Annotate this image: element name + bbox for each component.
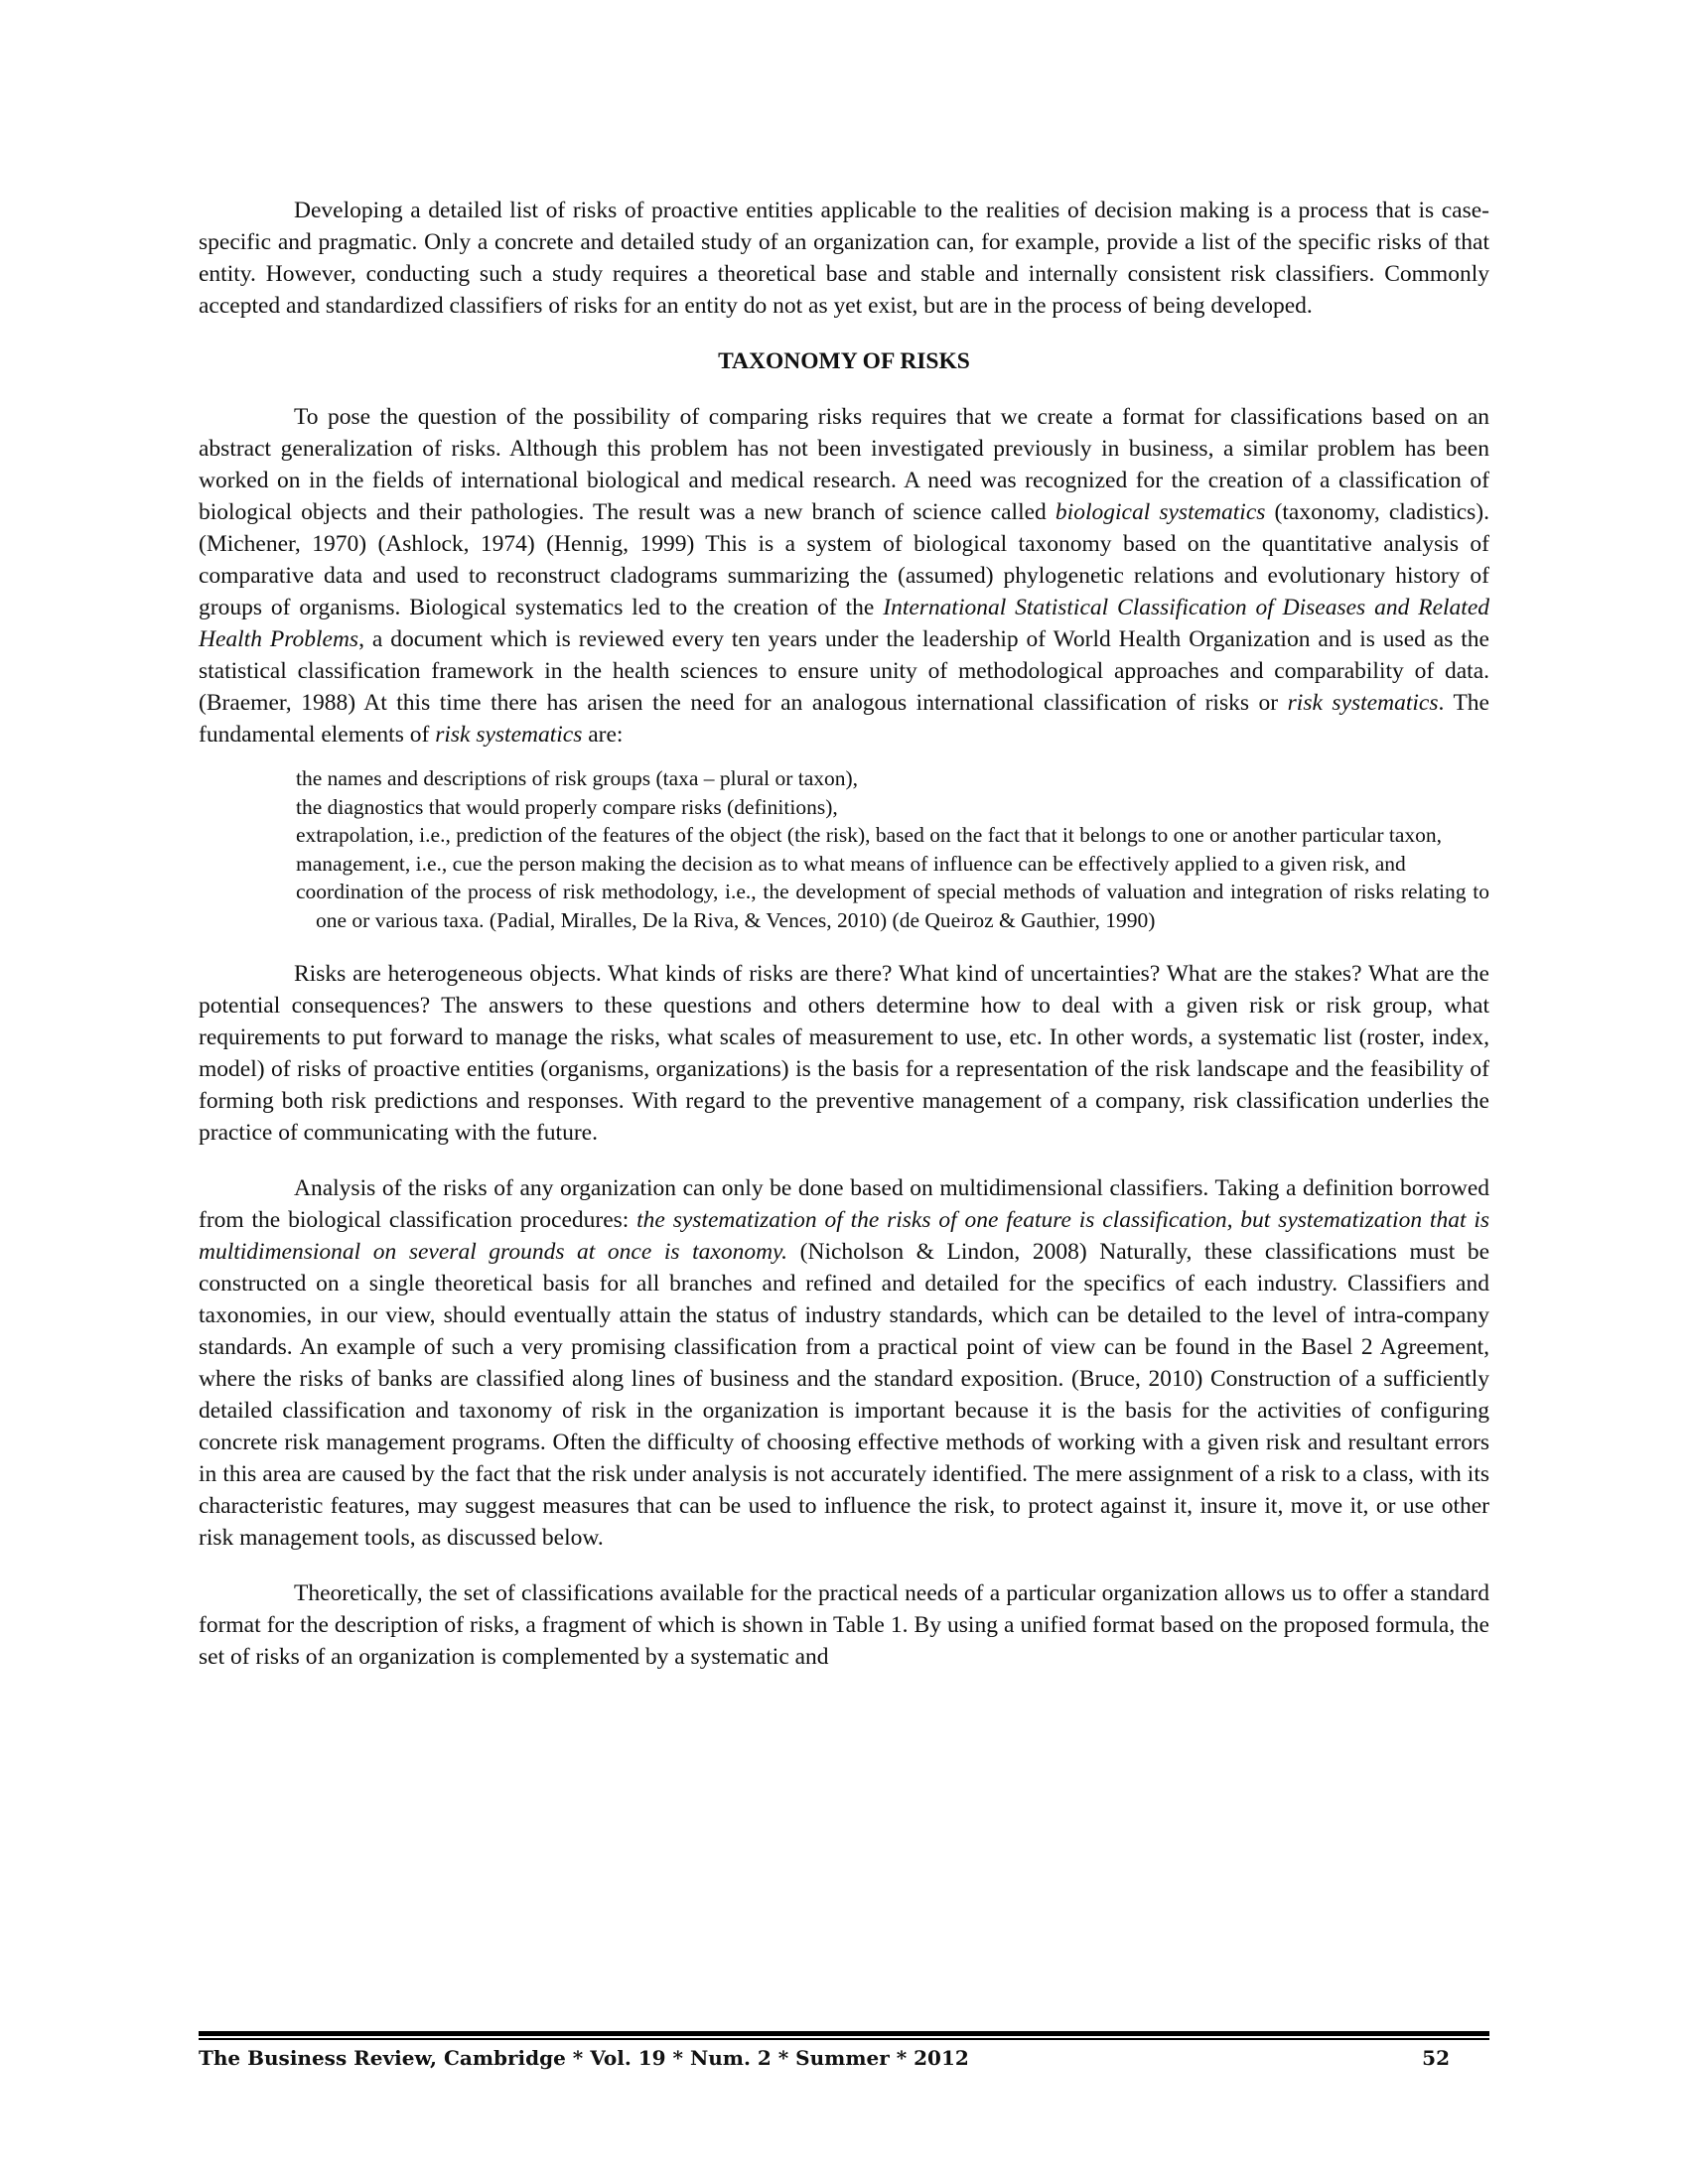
paragraph-heterogeneous: Risks are heterogeneous objects. What kinds of risks are there? What kind of uncertainties? What are the stakes? What are the potential consequences? The answers to these questions and others determine how to deal with a given risk or risk group, what requirements to put forward to manage the risks, what scales of measurement to use, etc. In other words, a systematic list (roster, index, model) of risks of proactive entities (organisms, organizations) is the basis for a representation of the risk landscape and the feasibility of forming both risk predictions and responses. With regard to the preventive management of a company, risk classification underlies the practice of communicating with the future. <box>199 961 1489 1146</box>
italic-term: biological systematics <box>1055 499 1266 525</box>
paragraph-analysis <box>199 1172 1489 1554</box>
italic-term: risk systematics <box>1287 690 1439 716</box>
italic-definition: the systematization of the risks of one feature is classification, but systematization that is multidimensional on several grounds at once is taxonomy. <box>199 1207 1489 1265</box>
footer-row <box>199 2046 1489 2070</box>
italic-title: International Statistical Classification of Diseases and Related Health Problems <box>199 595 1489 652</box>
list-item: management, i.e., cue the person making the decision as to what means of influence can be effectively applied to a given risk, and <box>296 851 1406 876</box>
section-heading: TAXONOMY OF RISKS <box>718 348 970 374</box>
page-body <box>199 195 1489 1673</box>
journal-citation: The Business Review, Cambridge * Vol. 19 * Num. 2 * Summer * 2012 <box>199 2046 969 2070</box>
text-run: (Nicholson & Lindon, 2008) Naturally, these classifications must be constructed on a single theoretical basis for all branches and refined and detailed for the specifics of each industry. Classifiers and taxonomies, in our view, should eventually attain the status of industry standards, which can be detailed to the level of intra-company standards. An example of such a very promising classification from a practical point of view can be found in the Basel 2 Agreement, where the risks of banks are classified along lines of business and the standard exposition. (Bruce, 2010) Construction of a sufficiently detailed classification and taxonomy of risk in the organization is important because it is the basis for the activities of configuring concrete risk management programs. Often the difficulty of choosing effective methods of working with a given risk and resultant errors in this area are caused by the fact that the risk under analysis is not accurately identified. The mere assignment of a risk to a class, with its characteristic features, may suggest measures that can be used to influence the risk, to protect against it, insure it, move it, or use other risk management tools, as discussed below. <box>199 1239 1489 1551</box>
paragraph-theoretically: Theoretically, the set of classifications available for the practical needs of a particular organization allows us to offer a standard format for the description of risks, a fragment of which is shown in Table 1. By using a unified format based on the proposed formula, the set of risks of an organization is complemented by a systematic and <box>199 1580 1489 1670</box>
page-footer <box>199 2031 1489 2070</box>
list-item: coordination of the process of risk methodology, i.e., the development of special methods of valuation and integration of risks relating to one or various taxa. (Padial, Miralles, De la Riva, & Vences, 2010) (de Queiroz & Gauthier, 1990) <box>296 880 1489 932</box>
list-item: the diagnostics that would properly compare risks (definitions), <box>296 794 838 819</box>
text-run: To pose the question of the possibility of comparing risks requires that we create a format for classifications based on an abstract generalization of risks. Although this problem has not been investigated previously in business, a similar problem has been worked on in the fields of international biological and medical research. A need was recognized for the creation of a classification of biological objects and their pathologies. The result was a new branch of science called <box>199 404 1489 525</box>
paragraph-taxonomy <box>199 401 1489 751</box>
list-item: the names and descriptions of risk groups (taxa – plural or taxon), <box>296 766 859 790</box>
elements-list <box>199 764 1489 934</box>
text-run: , a document which is reviewed every ten years under the leadership of World Health Organization and is used as the statistical classification framework in the health sciences to ensure unity of methodological approaches and comparability of data. (Braemer, 1988) At this time there has arisen the need for an analogous international classification of risks or <box>199 626 1489 716</box>
paragraph-intro: Developing a detailed list of risks of proactive entities applicable to the realities of decision making is a process that is case-specific and pragmatic. Only a concrete and detailed study of an organization can, for example, provide a list of the specific risks of that entity. However, conducting such a study requires a theoretical base and stable and internally consistent risk classifiers. Commonly accepted and standardized classifiers of risks for an entity do not as yet exist, but are in the process of being developed. <box>199 198 1489 319</box>
text-run: (taxonomy, cladistics). (Michener, 1970) (Ashlock, 1974) (Hennig, 1999) This is a system of biological taxonomy based on the quantitative analysis of comparative data and used to reconstruct cladograms summarizing the (assumed) phylogenetic relations and evolutionary history of groups of organisms. Biological systematics led to the creation of the <box>199 499 1489 620</box>
italic-term: risk systematics <box>435 722 583 748</box>
page-number: 52 <box>1422 2046 1450 2070</box>
footer-rule <box>199 2031 1489 2036</box>
text-run: Analysis of the risks of any organization can only be done based on multidimensional classifiers. Taking a definition borrowed from the biological classification procedures: <box>199 1175 1489 1233</box>
footer-rule <box>199 2038 1489 2040</box>
text-run: are: <box>582 722 624 748</box>
text-run: . The fundamental elements of <box>199 690 1489 748</box>
list-item: extrapolation, i.e., prediction of the features of the object (the risk), based on the fact that it belongs to one or another particular taxon, <box>296 823 1443 847</box>
